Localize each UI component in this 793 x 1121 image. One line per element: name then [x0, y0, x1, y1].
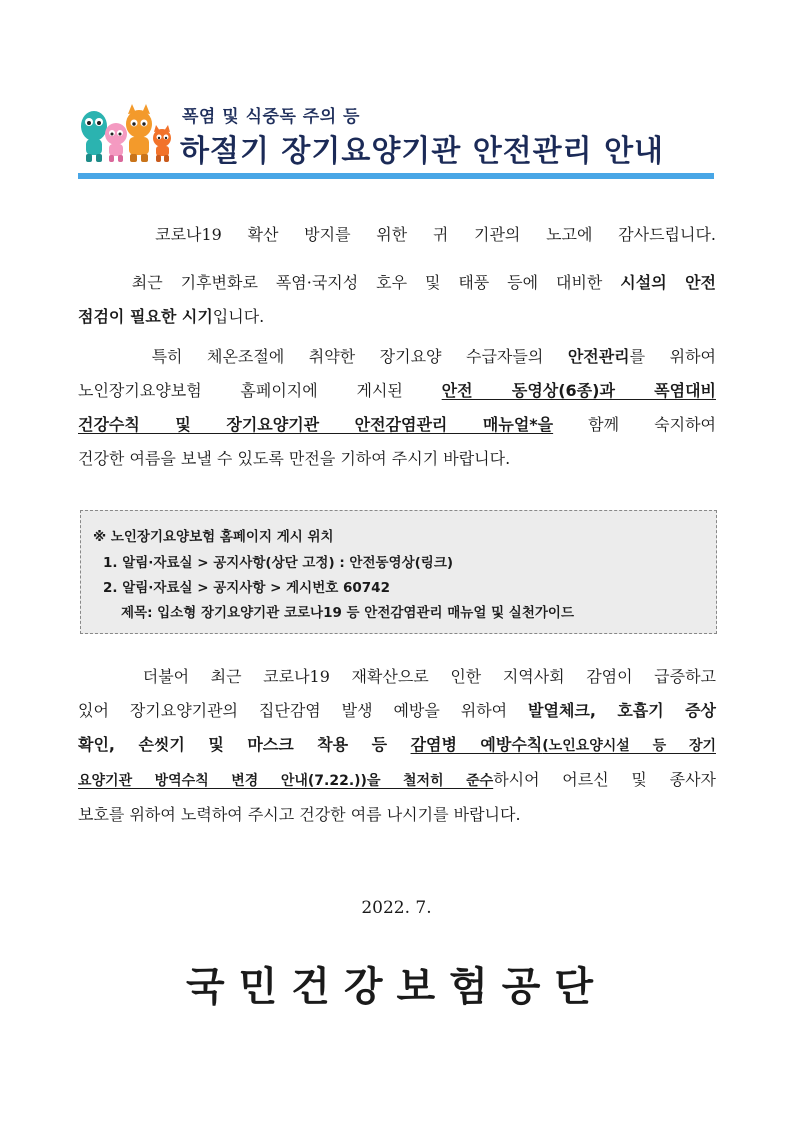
paragraph-greeting [78, 218, 716, 252]
emphasis-text: 안전관리 [567, 347, 630, 366]
notice-box [80, 510, 717, 634]
document-date: 2022. 7. [361, 898, 432, 918]
paragraph-safety-check [78, 266, 716, 334]
mascot-characters-icon [78, 100, 173, 164]
paragraph-line [78, 408, 716, 442]
paragraph-line [78, 763, 716, 798]
text-run: 함께 숙지하여 [553, 415, 716, 434]
text-run: 특히 체온조절에 취약한 장기요양 수급자들의 [151, 347, 568, 366]
text-run: 있어 장기요양기관의 집단감염 발생 예방을 위하여 [78, 701, 529, 720]
paragraph-line [78, 340, 716, 374]
paragraph-line [78, 374, 716, 408]
paragraph-infection-prevention [78, 660, 716, 832]
emphasis-text: 시설의 안전 [620, 273, 716, 292]
text-run: 최근 기후변화로 폭염·국지성 호우 및 태풍 등에 대비한 [131, 273, 621, 292]
paragraph-line [78, 660, 716, 694]
notice-item-title: 제목: 입소형 장기요양기관 코로나19 등 안전감염관리 매뉴얼 및 실천가이드 [121, 605, 575, 621]
emphasis-text: 확인, 손씻기 및 마스크 착용 등 [78, 735, 411, 754]
paragraph-line: 보호를 위하여 노력하여 주시고 건강한 여름 나시기를 바랍니다. [78, 805, 521, 824]
paragraph-line [78, 266, 716, 300]
emphasis-underlined-small-text: (노인요양시설 등 장기 [542, 738, 716, 754]
paragraph-line [78, 694, 716, 728]
emphasis-text: 발열체크, 호흡기 증상 [528, 701, 716, 720]
notice-heading: ※ 노인장기요양보험 홈페이지 게시 위치 [93, 529, 334, 545]
title-divider [78, 173, 714, 179]
emphasis-text: 점검이 필요한 시기 [78, 307, 213, 326]
emphasis-underlined-text: 안전 동영상(6종)과 폭염대비 [441, 381, 716, 400]
paragraph-safety-videos [78, 340, 716, 476]
emphasis-underlined-small-text: 요양기관 방역수칙 변경 안내(7.22.))을 철저히 준수 [78, 773, 494, 789]
text-run: 노인장기요양보험 홈페이지에 게시된 [78, 381, 442, 400]
text-run: 더불어 최근 코로나19 재확산으로 인한 지역사회 감염이 급증하고 [142, 667, 716, 686]
page-title: 하절기 장기요양기관 안전관리 안내 [180, 134, 665, 169]
text-run: 입니다. [212, 307, 265, 326]
emphasis-underlined-text: 감염병 예방수칙 [410, 735, 543, 754]
paragraph-line [78, 300, 716, 334]
header-subtitle: 폭염 및 식중독 주의 등 [182, 107, 360, 127]
paragraph-line [78, 218, 716, 252]
text-run: 하시어 어르신 및 종사자 [493, 770, 716, 789]
emphasis-underlined-text: 건강수칙 및 장기요양기관 안전감염관리 매뉴얼*을 [78, 415, 554, 434]
notice-item-2: 2. 알림·자료실 > 공지사항 > 게시번호 60742 [103, 580, 390, 596]
organization-signature: 국민건강보험공단 [185, 963, 608, 1010]
paragraph-line: 건강한 여름을 보낼 수 있도록 만전을 기하여 주시기 바랍니다. [78, 449, 511, 468]
notice-item-1: 1. 알림·자료실 > 공지사항(상단 고정) : 안전동영상(링크) [103, 555, 454, 571]
document-header [78, 96, 714, 182]
paragraph-line [78, 728, 716, 763]
greeting-text: 코로나19 확산 방지를 위한 귀 기관의 노고에 감사드립니다. [155, 225, 716, 244]
text-run: 를 위하여 [629, 347, 716, 366]
